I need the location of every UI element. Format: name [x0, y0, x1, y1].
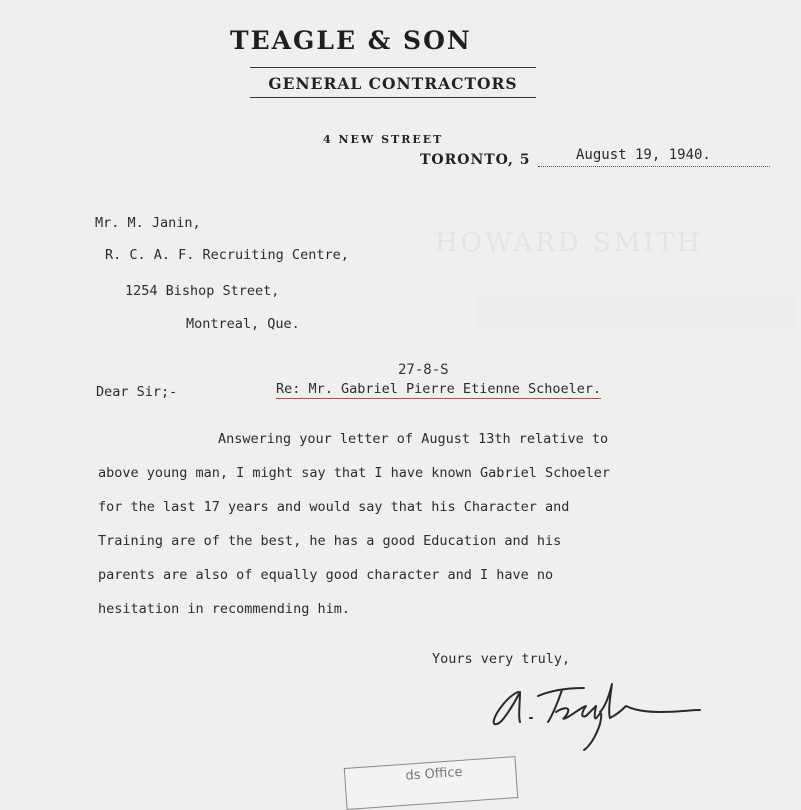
salutation: Dear Sir;-	[96, 384, 178, 400]
body-line-4: Training are of the best, he has a good Education and his	[98, 533, 562, 549]
date-dotted-line	[538, 166, 770, 167]
company-subtitle: GENERAL CONTRACTORS	[268, 74, 518, 93]
recipient-organization: R. C. A. F. Recruiting Centre,	[105, 247, 349, 263]
subject-line: Re: Mr. Gabriel Pierre Etienne Schoeler.	[276, 381, 602, 397]
bleed-through-text: HOWARD SMITH	[435, 228, 703, 258]
body-line-1: Answering your letter of August 13th relative to	[218, 431, 609, 447]
body-line-6: hesitation in recommending him.	[98, 601, 350, 617]
body-line-3: for the last 17 years and would say that his Character and	[98, 499, 570, 515]
bleed-through-mark	[475, 290, 795, 330]
recipient-name: Mr. M. Janin,	[95, 215, 201, 231]
company-name: TEAGLE & SON	[230, 26, 472, 55]
letterhead-rule-bottom	[250, 97, 536, 98]
recipient-city: Montreal, Que.	[186, 316, 300, 332]
body-line-2: above young man, I might say that I have known Gabriel Schoeler	[98, 465, 611, 481]
company-street: 4 NEW STREET	[323, 133, 444, 146]
letterhead-rule-top	[250, 67, 536, 68]
company-city: TORONTO, 5	[420, 152, 531, 168]
handwritten-signature	[490, 672, 720, 757]
reference-number: 27-8-S	[398, 362, 449, 378]
body-line-5: parents are also of equally good character and I have no	[98, 567, 554, 583]
closing: Yours very truly,	[432, 651, 571, 667]
letter-date: August 19, 1940.	[576, 147, 711, 163]
office-stamp	[344, 756, 519, 810]
recipient-street: 1254 Bishop Street,	[125, 283, 280, 299]
stamp-text: ds Office	[404, 764, 463, 784]
